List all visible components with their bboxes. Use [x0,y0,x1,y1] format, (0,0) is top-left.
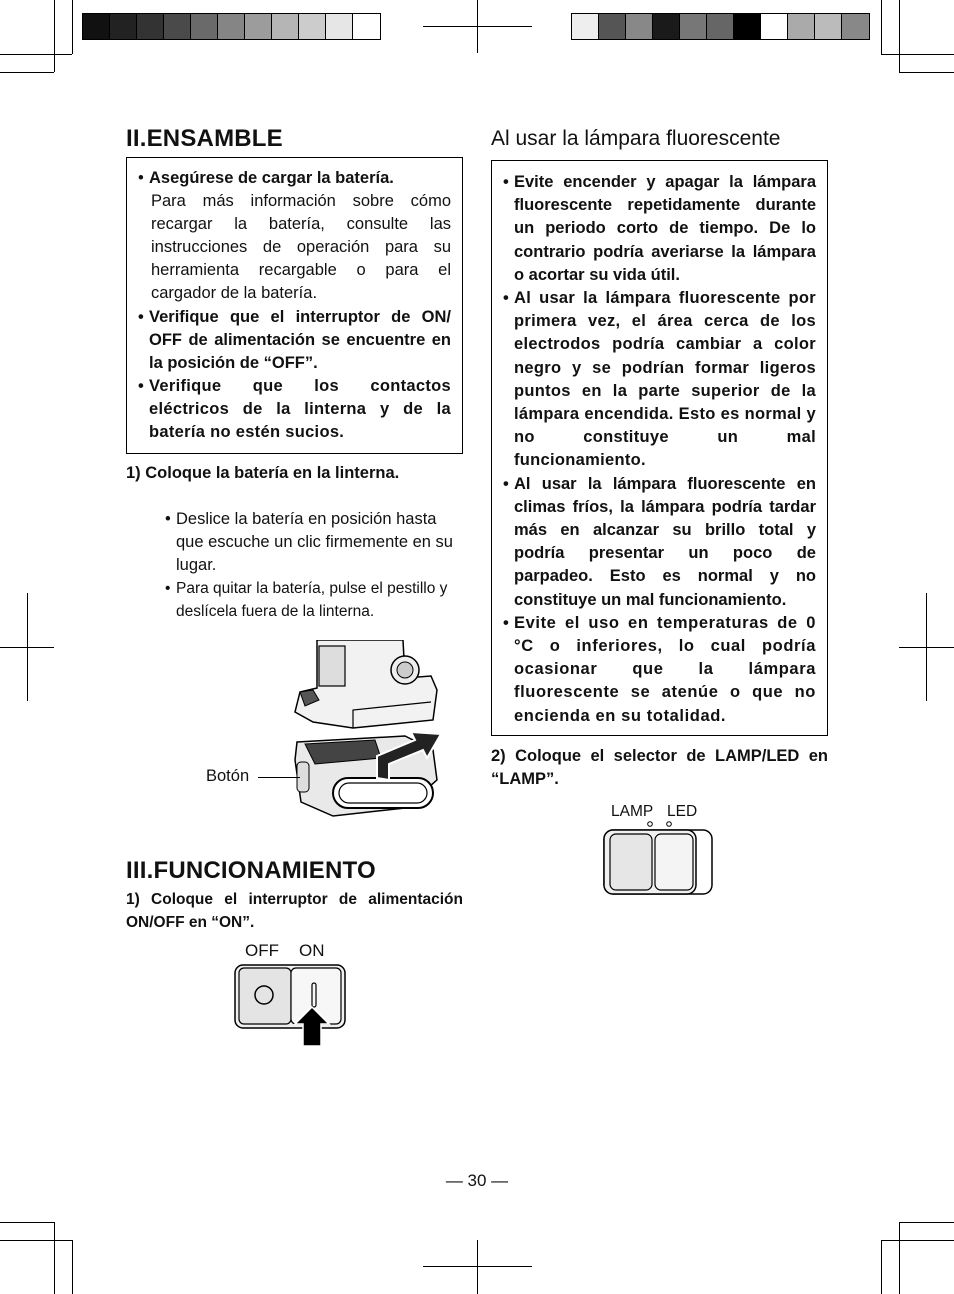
list-item: • Deslice la batería en posición hasta que escuche un clic firmemente en su lugar. [165,508,463,577]
section-title-ensamble: II.ENSAMBLE [126,125,283,152]
step-1-bullets [165,508,463,623]
color-swatch [299,14,326,39]
battery-insertion-illustration [255,640,445,820]
section-title-lampara: Al usar la lámpara fluorescente [491,127,781,150]
color-swatch [164,14,191,39]
list-item: • Para quitar la batería, pulse el pestillo y deslícela fuera de la linterna. [165,577,463,623]
color-swatch [626,14,653,39]
step-2-instruction: 2) Coloque el selector de LAMP/LED en “LAMP”. [491,747,828,788]
color-swatch [707,14,734,39]
color-registration-strip-right [571,13,870,40]
color-swatch [680,14,707,39]
color-swatch [245,14,272,39]
color-swatch [788,14,815,39]
lamp-label: LAMP [611,803,654,820]
color-swatch [137,14,164,39]
prerequisites-box [126,157,463,454]
led-label: LED [667,803,698,820]
list-item: • Evite el uso en temperaturas de 0 °C o inferiores, lo cual podría ocasionar que la lámpara fluorescente se atenúe o que no encienda en su totalidad. [503,612,816,728]
on-off-switch-illustration [232,962,350,1048]
button-label: Botón [206,767,250,785]
color-swatch [653,14,680,39]
color-registration-strip-left [82,13,381,40]
color-swatch [572,14,599,39]
list-item: • Verifique que el interruptor de ON/ OFF de alimentación se encuentre en la posición de “OFF”. [138,306,451,375]
color-swatch [191,14,218,39]
off-label: OFF [245,941,279,960]
step-1-instruction: 1) Coloque la batería en la linterna. [126,464,400,482]
color-swatch [353,14,380,39]
color-swatch [83,14,110,39]
color-swatch [110,14,137,39]
lamp-cautions-box [491,160,828,736]
list-item: • Asegúrese de cargar la batería. Para más información sobre cómo recargar la batería, consulte las instrucciones de operación para su herramienta recargable o para el cargador de la batería. [138,167,451,306]
section-title-funcionamiento: III.FUNCIONAMIENTO [126,857,376,884]
list-item: • Verifique que los contactos eléctricos de la linterna y de la batería no estén sucios. [138,375,451,444]
color-swatch [326,14,353,39]
color-swatch [599,14,626,39]
color-swatch [272,14,299,39]
lamp-led-selector-illustration [600,820,718,900]
on-label: ON [299,941,325,960]
list-item: • Al usar la lámpara fluorescente por primera vez, el área cerca de los electrodos podría cambiar a color negro y se podrían formar ligeros puntos en la parte superior de la lámpara encendida. Esto es normal y no constituye un mal funcionamiento. [503,287,816,473]
button-leader-line [258,777,300,778]
color-swatch [761,14,788,39]
page-number: ― 30 ― [445,1171,509,1190]
color-swatch [734,14,761,39]
color-swatch [815,14,842,39]
color-swatch [218,14,245,39]
list-item: • Al usar la lámpara fluorescente en climas fríos, la lámpara podría tardar más en alcanzar su brillo total y podría presentar un poco de parpadeo. Esto es normal y no constituye un mal funcionamiento. [503,473,816,612]
color-swatch [842,14,869,39]
step-on-instruction: 1) Coloque el interruptor de alimentación ON/OFF en “ON”. [126,891,463,931]
list-item: • Evite encender y apagar la lámpara fluorescente repetidamente durante un periodo corto de tiempo. De lo contrario podría averiarse la lámpara o acortar su vida útil. [503,171,816,287]
